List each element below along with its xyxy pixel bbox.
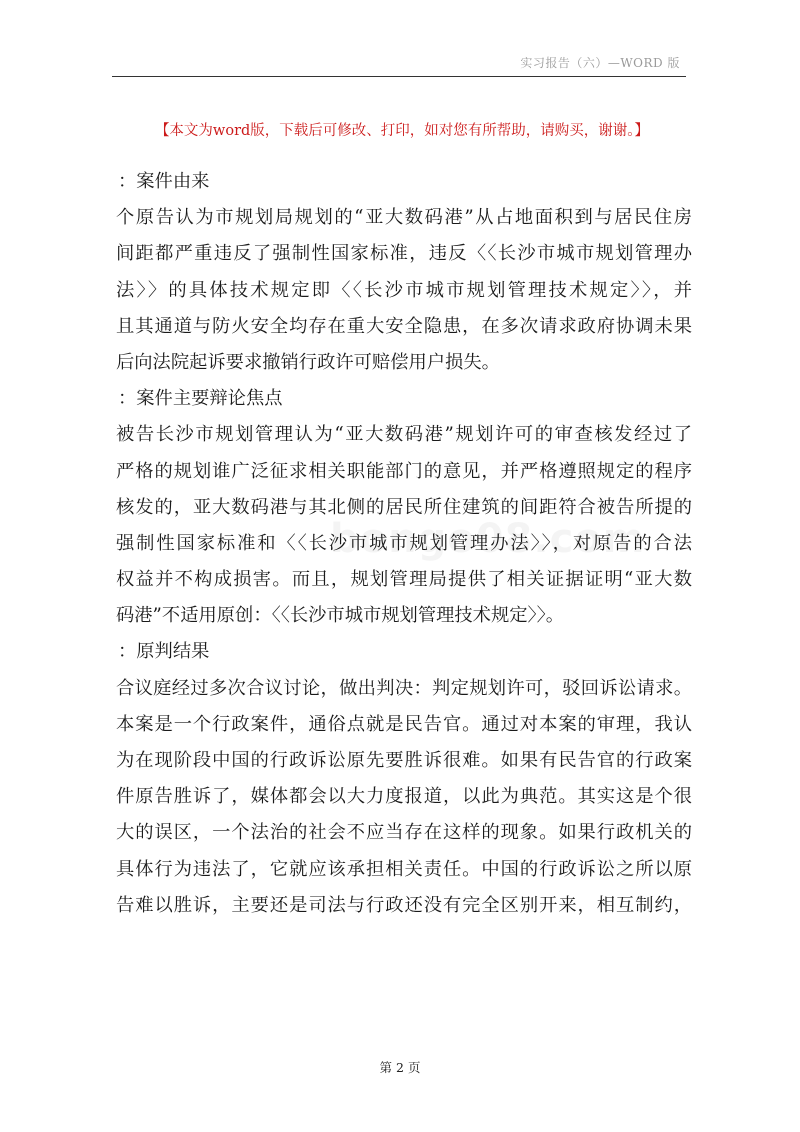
body-line: 码港”不适用原创：〈〈长沙市城市规划管理技术规定〉〉。 <box>116 605 565 627</box>
body-line: 核发的，亚大数码港与其北侧的居民所住建筑的间距符合被告所提的 <box>116 496 692 518</box>
body-line: 具体行为违法了，它就应该承担相关责任。中国的行政诉讼之所以原 <box>116 858 692 880</box>
body-line: 本案是一个行政案件，通俗点就是民告官。通过对本案的审理，我认 <box>116 713 692 735</box>
body-line: 告难以胜诉，主要还是司法与行政还没有完全区别开来，相互制约， <box>116 894 692 916</box>
body-line: 件原告胜诉了，媒体都会以大力度报道，以此为典范。其实这是个很 <box>116 786 692 808</box>
body-line: 为在现阶段中国的行政诉讼原先要胜诉很难。如果有民告官的行政案 <box>116 750 692 771</box>
body-line: 后向法院起诉要求撤销行政许可赔偿用户损失。 <box>116 351 500 373</box>
page-number: 第 2 页 <box>379 1060 421 1075</box>
body-line: 大的误区，一个法治的社会不应当存在这样的现象。如果行政机关的 <box>116 822 692 844</box>
body-line: 间距都严重违反了强制性国家标准，违反〈〈长沙市城市规划管理办 <box>116 243 692 265</box>
body-line: 个原告认为市规划局规划的“亚大数码港”从占地面积到与居民住房 <box>116 207 692 229</box>
body-line: 合议庭经过多次合议讨论，做出判决：判定规划许可，驳回诉讼请求。 <box>116 677 692 699</box>
section-heading: ：案件主要辩论焦点 <box>118 388 283 410</box>
page-header <box>112 52 686 77</box>
download-notice: 【本文为word版，下载后可修改、打印，如对您有所帮助，请购买，谢谢。】 <box>154 123 650 139</box>
section-heading: ：原判结果 <box>118 641 210 663</box>
body-line: 被告长沙市规划管理认为“亚大数码港”规划许可的审查核发经过了 <box>116 424 692 446</box>
section-heading: ：案件由来 <box>118 171 210 192</box>
document-body <box>116 164 692 924</box>
body-line: 且其通道与防火安全均存在重大安全隐患，在多次请求政府协调未果 <box>116 315 692 337</box>
body-line: 强制性国家标准和〈〈长沙市城市规划管理办法〉〉，对原告的合法 <box>116 532 692 554</box>
body-line: 严格的规划谁广泛征求相关职能部门的意见，并严格遵照规定的程序 <box>116 460 692 482</box>
body-line: 法〉〉的具体技术规定即〈〈长沙市城市规划管理技术规定〉〉，并 <box>116 279 692 301</box>
header-title: 实习报告（六）—WORD 版 <box>520 56 680 70</box>
body-line: 权益并不构成损害。而且，规划管理局提供了相关证据证明“亚大数 <box>116 569 692 591</box>
